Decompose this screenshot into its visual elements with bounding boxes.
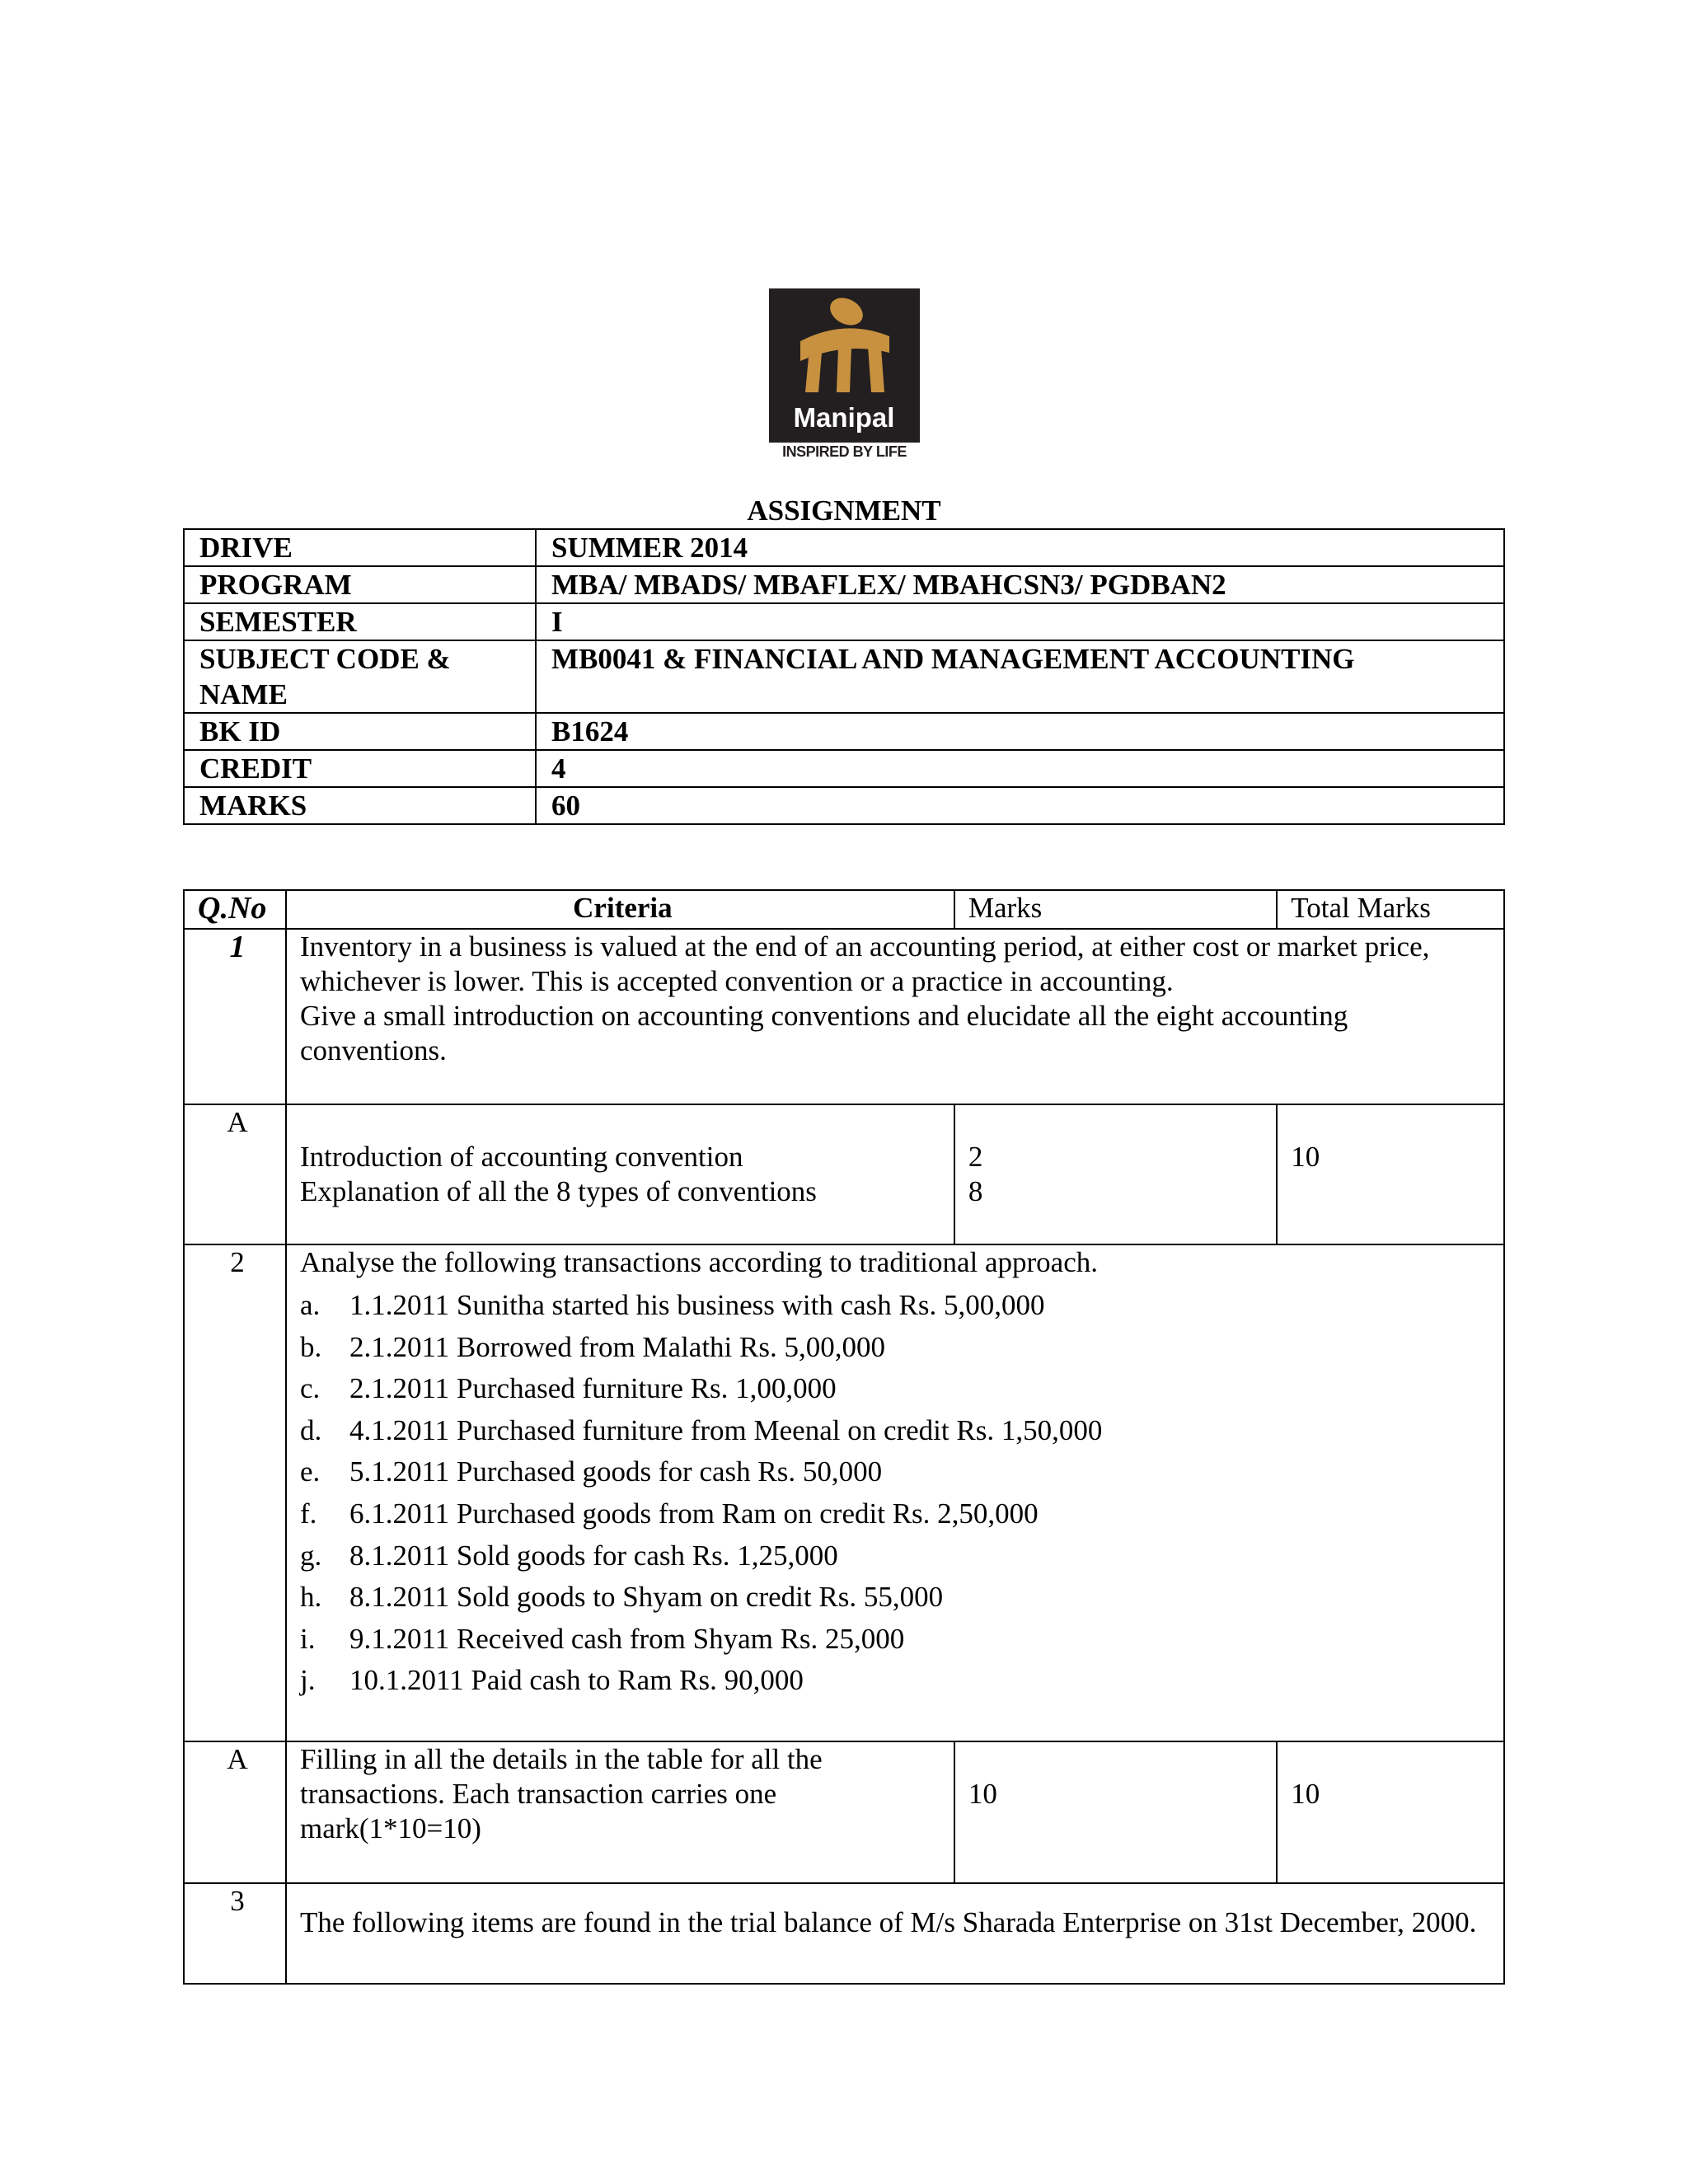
info-key: MARKS	[184, 787, 536, 824]
mark-2: 8	[968, 1175, 983, 1207]
criteria-text	[286, 1104, 954, 1244]
transaction-letter: d.	[299, 1413, 322, 1446]
transaction-item	[300, 1368, 1495, 1410]
question-text	[286, 929, 1504, 1104]
criteria-total-marks: 10	[1277, 1104, 1504, 1244]
criteria-total-marks: 10	[1277, 1741, 1504, 1883]
criteria-line-1: Introduction of accounting convention	[299, 1141, 743, 1173]
question-text: The following items are found in the trial balance of M/s Sharada Enterprise on 31st December, 2000.	[286, 1883, 1504, 1984]
info-key: DRIVE	[184, 529, 536, 566]
info-key: SEMESTER	[184, 603, 536, 640]
question-number: 1	[184, 929, 286, 1104]
transaction-item	[300, 1577, 1495, 1619]
header-total-marks: Total Marks	[1277, 890, 1504, 929]
transaction-list	[300, 1285, 1495, 1702]
manipal-logo	[769, 288, 920, 462]
transaction-text: 1.1.2011 Sunitha started his business with cash Rs. 5,00,000	[349, 1289, 1045, 1321]
info-value: B1624	[536, 713, 1504, 750]
transaction-text: 5.1.2011 Purchased goods for cash Rs. 50,000	[349, 1455, 883, 1488]
transaction-item	[300, 1535, 1495, 1577]
question-2-criteria-row	[184, 1741, 1504, 1883]
transaction-letter: e.	[299, 1455, 321, 1488]
header-criteria: Criteria	[286, 890, 954, 929]
criteria-marks: 10	[954, 1741, 1277, 1883]
info-key: SUBJECT CODE & NAME	[184, 640, 536, 713]
info-row-program	[184, 566, 1504, 603]
transaction-text: 9.1.2011 Received cash from Shyam Rs. 25,000	[349, 1622, 905, 1655]
info-key: PROGRAM	[184, 566, 536, 603]
transaction-letter: j.	[299, 1664, 316, 1697]
criteria-text: Filling in all the details in the table for all the transactions. Each transaction carries one mark(1*10=10)	[286, 1741, 954, 1883]
question-2-intro: Analyse the following transactions according to traditional approach.	[299, 1246, 1099, 1278]
transaction-letter: g.	[299, 1539, 322, 1572]
info-row-bkid	[184, 713, 1504, 750]
transaction-text: 8.1.2011 Sold goods to Shyam on credit Rs. 55,000	[349, 1581, 944, 1614]
info-row-semester	[184, 603, 1504, 640]
question-1-paragraph-1: Inventory in a business is valued at the end of an accounting period, at either cost or market price, whichever is lower. This is accepted convention or a practice in accounting.	[299, 930, 1430, 997]
info-row-marks	[184, 787, 1504, 824]
logo-wordmark: Manipal	[793, 402, 895, 433]
transaction-letter: h.	[299, 1581, 322, 1614]
transaction-text: 2.1.2011 Purchased furniture Rs. 1,00,000	[349, 1372, 837, 1405]
criteria-marks	[954, 1104, 1277, 1244]
sub-question-label: A	[184, 1741, 286, 1883]
question-row-1	[184, 929, 1504, 1104]
transaction-item	[300, 1451, 1495, 1493]
transaction-text: 6.1.2011 Purchased goods from Ram on credit Rs. 2,50,000	[349, 1497, 1039, 1530]
transaction-text: 2.1.2011 Borrowed from Malathi Rs. 5,00,000	[349, 1330, 885, 1363]
transaction-text: 10.1.2011 Paid cash to Ram Rs. 90,000	[349, 1664, 804, 1697]
transaction-item	[300, 1285, 1495, 1327]
info-row-subject	[184, 640, 1504, 713]
transaction-letter: a.	[299, 1289, 321, 1321]
question-text	[286, 1244, 1504, 1741]
mark-1: 2	[968, 1141, 983, 1173]
transaction-text: 8.1.2011 Sold goods for cash Rs. 1,25,000	[349, 1539, 838, 1572]
question-number: 3	[184, 1883, 286, 1984]
assignment-info-table	[183, 528, 1505, 825]
assignment-title: ASSIGNMENT	[747, 494, 941, 527]
info-value: 60	[536, 787, 1504, 824]
sub-question-label: A	[184, 1104, 286, 1244]
info-key: BK ID	[184, 713, 536, 750]
question-table	[183, 889, 1505, 1985]
info-value: 4	[536, 750, 1504, 787]
info-row-credit	[184, 750, 1504, 787]
transaction-letter: i.	[299, 1622, 316, 1655]
question-1-criteria-row	[184, 1104, 1504, 1244]
transaction-item	[300, 1327, 1495, 1369]
transaction-text: 4.1.2011 Purchased furniture from Meenal on credit Rs. 1,50,000	[349, 1413, 1103, 1446]
transaction-letter: b.	[299, 1330, 322, 1363]
question-row-2	[184, 1244, 1504, 1741]
transaction-item	[300, 1493, 1495, 1535]
transaction-letter: c.	[299, 1372, 321, 1405]
info-key: CREDIT	[184, 750, 536, 787]
transaction-item	[300, 1410, 1495, 1452]
manipal-emblem-icon	[769, 288, 920, 443]
info-value: MBA/ MBADS/ MBAFLEX/ MBAHCSN3/ PGDBAN2	[536, 566, 1504, 603]
header-marks: Marks	[954, 890, 1277, 929]
info-row-drive	[184, 529, 1504, 566]
question-number: 2	[184, 1244, 286, 1741]
criteria-line-2: Explanation of all the 8 types of conventions	[299, 1175, 817, 1207]
info-value: SUMMER 2014	[536, 529, 1504, 566]
logo-tagline: INSPIRED BY LIFE	[782, 443, 907, 460]
question-table-header	[184, 890, 1504, 929]
transaction-item	[300, 1660, 1495, 1702]
transaction-item	[300, 1619, 1495, 1661]
logo-emblem	[769, 288, 920, 443]
transaction-letter: f.	[299, 1497, 317, 1530]
question-1-paragraph-2: Give a small introduction on accounting conventions and elucidate all the eight accounting conventions.	[299, 1000, 1348, 1066]
info-value: MB0041 & FINANCIAL AND MANAGEMENT ACCOUNTING	[536, 640, 1504, 713]
question-row-3	[184, 1883, 1504, 1984]
header-qno: Q.No	[184, 890, 286, 929]
info-value: I	[536, 603, 1504, 640]
